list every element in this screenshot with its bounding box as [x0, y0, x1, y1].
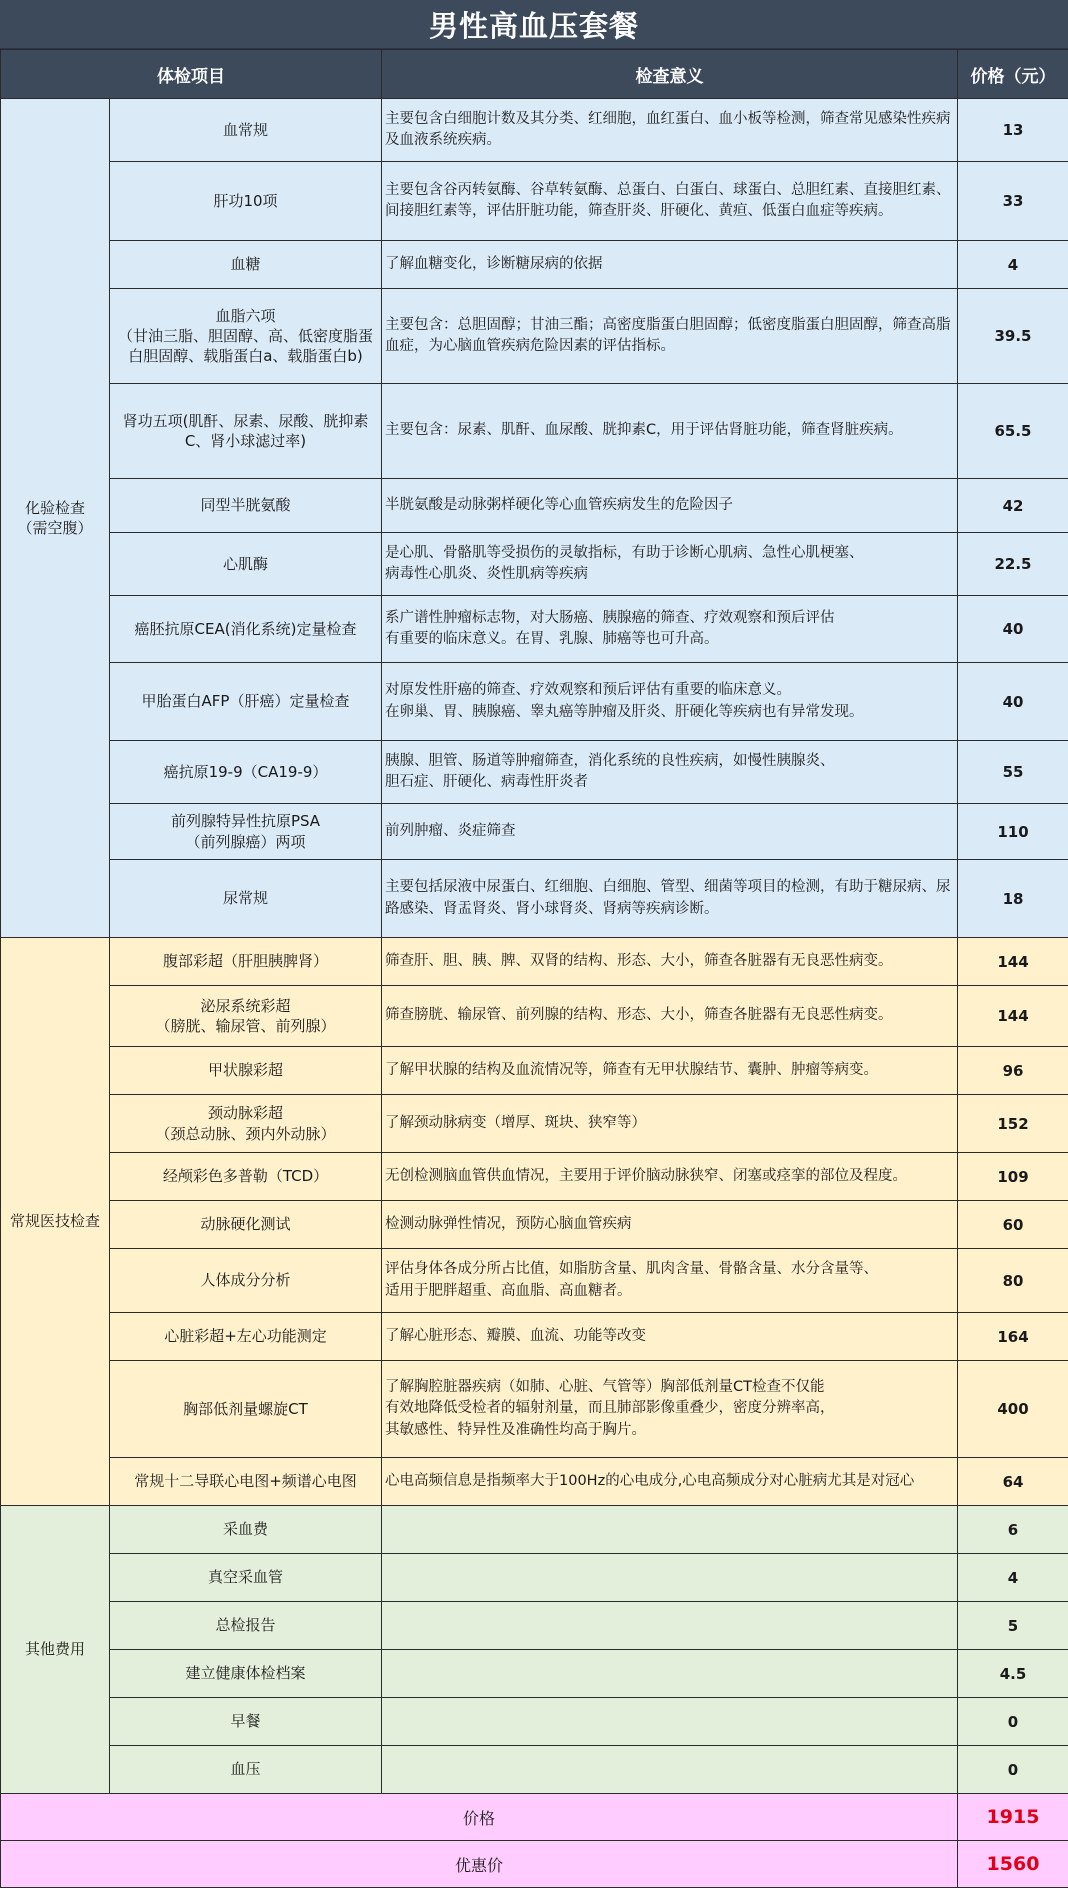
exam-item-description: 胰腺、胆管、肠道等肿瘤筛查，消化系统的良性疾病，如慢性胰腺炎、 胆石症、肝硬化、病毒性肝炎者: [382, 741, 958, 804]
exam-item-description: 半胱氨酸是动脉粥样硬化等心血管疾病发生的危险因子: [382, 479, 958, 533]
exam-item-description: 筛查膀胱、输尿管、前列腺的结构、形态、大小，筛查各脏器有无良恶性病变。: [382, 986, 958, 1047]
category-other: 其他费用: [1, 1506, 110, 1794]
exam-item-name: 血压: [110, 1746, 382, 1794]
exam-item-price: 400: [958, 1361, 1068, 1458]
exam-item-name: 真空采血管: [110, 1554, 382, 1602]
exam-item-name: 心脏彩超+左心功能测定: [110, 1313, 382, 1361]
exam-item-name: 甲状腺彩超: [110, 1047, 382, 1095]
exam-item-description: 了解颈动脉病变（增厚、斑块、狭窄等）: [382, 1095, 958, 1153]
exam-item-name: 心肌酶: [110, 533, 382, 596]
exam-item-description: [382, 1698, 958, 1746]
page-title: 男性高血压套餐: [0, 0, 1068, 49]
exam-item-price: 5: [958, 1602, 1068, 1650]
table-row: [1, 99, 1068, 162]
exam-item-price: 144: [958, 986, 1068, 1047]
exam-item-description: [382, 1602, 958, 1650]
exam-item-name: 胸部低剂量螺旋CT: [110, 1361, 382, 1458]
exam-item-name: 肾功五项(肌酐、尿素、尿酸、胱抑素C、肾小球滤过率): [110, 384, 382, 479]
exam-item-price: 0: [958, 1698, 1068, 1746]
exam-item-description: [382, 1746, 958, 1794]
exam-item-description: 筛查肝、胆、胰、脾、双肾的结构、形态、大小，筛查各脏器有无良恶性病变。: [382, 938, 958, 986]
table-row: [1, 1746, 1068, 1794]
exam-item-price: 60: [958, 1201, 1068, 1249]
exam-item-description: 主要包括尿液中尿蛋白、红细胞、白细胞、管型、细菌等项目的检测，有助于糖尿病、尿路感染、肾盂肾炎、肾小球肾炎、肾病等疾病诊断。: [382, 860, 958, 938]
table-row: [1, 596, 1068, 663]
exam-item-price: 4.5: [958, 1650, 1068, 1698]
exam-item-name: 总检报告: [110, 1602, 382, 1650]
exam-item-description: 是心肌、骨骼肌等受损伤的灵敏指标，有助于诊断心肌病、急性心肌梗塞、 病毒性心肌炎、炎性肌病等疾病: [382, 533, 958, 596]
exam-item-name: 同型半胱氨酸: [110, 479, 382, 533]
exam-item-description: 了解甲状腺的结构及血流情况等，筛查有无甲状腺结节、囊肿、肿瘤等病变。: [382, 1047, 958, 1095]
exam-item-name: 经颅彩色多普勒（TCD）: [110, 1153, 382, 1201]
exam-item-price: 80: [958, 1249, 1068, 1313]
exam-item-price: 33: [958, 162, 1068, 241]
exam-item-description: 对原发性肝癌的筛查、疗效观察和预后评估有重要的临床意义。 在卵巢、胃、胰腺癌、睾丸癌等肿瘤及肝炎、肝硬化等疾病也有异常发现。: [382, 663, 958, 741]
exam-item-description: 前列肿瘤、炎症筛查: [382, 804, 958, 860]
exam-item-name: 建立健康体检档案: [110, 1650, 382, 1698]
exam-item-name: 采血费: [110, 1506, 382, 1554]
exam-item-name: 甲胎蛋白AFP（肝癌）定量检查: [110, 663, 382, 741]
exam-item-name: 癌胚抗原CEA(消化系统)定量检查: [110, 596, 382, 663]
exam-item-name: 前列腺特异性抗原PSA （前列腺癌）两项: [110, 804, 382, 860]
exam-item-price: 96: [958, 1047, 1068, 1095]
exam-item-name: 腹部彩超（肝胆胰脾肾）: [110, 938, 382, 986]
table-row: [1, 1313, 1068, 1361]
exam-item-price: 4: [958, 1554, 1068, 1602]
table-row: [1, 1153, 1068, 1201]
exam-item-price: 152: [958, 1095, 1068, 1153]
header-price: 价格（元）: [958, 50, 1068, 99]
exam-item-price: 6: [958, 1506, 1068, 1554]
table-row: [1, 1249, 1068, 1313]
exam-item-description: [382, 1650, 958, 1698]
exam-item-price: 40: [958, 596, 1068, 663]
exam-item-description: 了解胸腔脏器疾病（如肺、心脏、气管等）胸部低剂量CT检查不仅能 有效地降低受检者的辐射剂量，而且肺部影像重叠少，密度分辨率高， 其敏感性、特异性及准确性均高于胸片。: [382, 1361, 958, 1458]
exam-item-name: 泌尿系统彩超 （膀胱、输尿管、前列腺）: [110, 986, 382, 1047]
exam-item-price: 109: [958, 1153, 1068, 1201]
table-row: [1, 1506, 1068, 1554]
table-row: [1, 533, 1068, 596]
exam-item-name: 癌抗原19-9（CA19-9）: [110, 741, 382, 804]
exam-item-price: 110: [958, 804, 1068, 860]
table-row: [1, 663, 1068, 741]
discount-price-label: 优惠价: [1, 1841, 958, 1888]
table-row: [1, 1201, 1068, 1249]
exam-item-description: [382, 1554, 958, 1602]
exam-item-price: 40: [958, 663, 1068, 741]
exam-item-description: 检测动脉弹性情况，预防心脑血管疾病: [382, 1201, 958, 1249]
exam-item-price: 144: [958, 938, 1068, 986]
exam-item-name: 血常规: [110, 99, 382, 162]
discount-price-value: 1560: [958, 1841, 1068, 1888]
exam-item-name: 肝功10项: [110, 162, 382, 241]
table-row: [1, 1095, 1068, 1153]
table-row: [1, 741, 1068, 804]
table-row: [1, 241, 1068, 289]
total-price-row: [1, 1794, 1068, 1841]
header-meaning: 检查意义: [382, 50, 958, 99]
exam-item-name: 常规十二导联心电图+频谱心电图: [110, 1458, 382, 1506]
exam-item-price: 4: [958, 241, 1068, 289]
exam-item-price: 13: [958, 99, 1068, 162]
exam-item-price: 55: [958, 741, 1068, 804]
exam-item-name: 颈动脉彩超 （颈总动脉、颈内外动脉）: [110, 1095, 382, 1153]
table-row: [1, 162, 1068, 241]
exam-item-price: 0: [958, 1746, 1068, 1794]
exam-item-price: 39.5: [958, 289, 1068, 384]
discount-price-row: [1, 1841, 1068, 1888]
exam-item-description: 主要包含：尿素、肌酐、血尿酸、胱抑素C，用于评估肾脏功能，筛查肾脏疾病。: [382, 384, 958, 479]
exam-item-price: 164: [958, 1313, 1068, 1361]
exam-item-price: 18: [958, 860, 1068, 938]
exam-item-price: 42: [958, 479, 1068, 533]
exam-item-name: 血脂六项 （甘油三脂、胆固醇、高、低密度脂蛋白胆固醇、载脂蛋白a、载脂蛋白b): [110, 289, 382, 384]
exam-item-description: 了解心脏形态、瓣膜、血流、功能等改变: [382, 1313, 958, 1361]
category-medical: 常规医技检查: [1, 938, 110, 1506]
exam-item-description: 主要包含：总胆固醇；甘油三酯；高密度脂蛋白胆固醇；低密度脂蛋白胆固醇，筛查高脂血症，为心脑血管疾病危险因素的评估指标。: [382, 289, 958, 384]
table-row: [1, 804, 1068, 860]
total-price-label: 价格: [1, 1794, 958, 1841]
category-lab: 化验检查 （需空腹）: [1, 99, 110, 938]
exam-item-name: 早餐: [110, 1698, 382, 1746]
exam-item-description: 主要包含谷丙转氨酶、谷草转氨酶、总蛋白、白蛋白、球蛋白、总胆红素、直接胆红素、间接胆红素等，评估肝脏功能，筛查肝炎、肝硬化、黄疸、低蛋白血症等疾病。: [382, 162, 958, 241]
exam-item-name: 人体成分分析: [110, 1249, 382, 1313]
exam-item-name: 血糖: [110, 241, 382, 289]
exam-item-price: 65.5: [958, 384, 1068, 479]
table-header: [1, 50, 1068, 99]
exam-item-price: 22.5: [958, 533, 1068, 596]
exam-item-description: 主要包含白细胞计数及其分类、红细胞，血红蛋白、血小板等检测，筛查常见感染性疾病及血液系统疾病。: [382, 99, 958, 162]
header-item: 体检项目: [1, 50, 382, 99]
exam-item-description: 了解血糖变化，诊断糖尿病的依据: [382, 241, 958, 289]
table-row: [1, 1361, 1068, 1458]
table-row: [1, 1602, 1068, 1650]
exam-item-name: 动脉硬化测试: [110, 1201, 382, 1249]
total-price-value: 1915: [958, 1794, 1068, 1841]
exam-table: [0, 49, 1068, 1888]
table-row: [1, 1458, 1068, 1506]
table-row: [1, 938, 1068, 986]
exam-item-description: 评估身体各成分所占比值，如脂肪含量、肌肉含量、骨骼含量、水分含量等、 适用于肥胖超重、高血脂、高血糖者。: [382, 1249, 958, 1313]
table-row: [1, 986, 1068, 1047]
table-row: [1, 1047, 1068, 1095]
table-row: [1, 1554, 1068, 1602]
table-row: [1, 1698, 1068, 1746]
exam-item-name: 尿常规: [110, 860, 382, 938]
exam-item-description: 心电高频信息是指频率大于100Hz的心电成分,心电高频成分对心脏病尤其是对冠心: [382, 1458, 958, 1506]
table-row: [1, 860, 1068, 938]
table-row: [1, 384, 1068, 479]
table-row: [1, 1650, 1068, 1698]
exam-item-description: 系广谱性肿瘤标志物，对大肠癌、胰腺癌的筛查、疗效观察和预后评估 有重要的临床意义。在胃、乳腺、肺癌等也可升高。: [382, 596, 958, 663]
table-row: [1, 479, 1068, 533]
exam-item-description: [382, 1506, 958, 1554]
table-row: [1, 289, 1068, 384]
exam-item-price: 64: [958, 1458, 1068, 1506]
exam-item-description: 无创检测脑血管供血情况，主要用于评价脑动脉狭窄、闭塞或痉挛的部位及程度。: [382, 1153, 958, 1201]
